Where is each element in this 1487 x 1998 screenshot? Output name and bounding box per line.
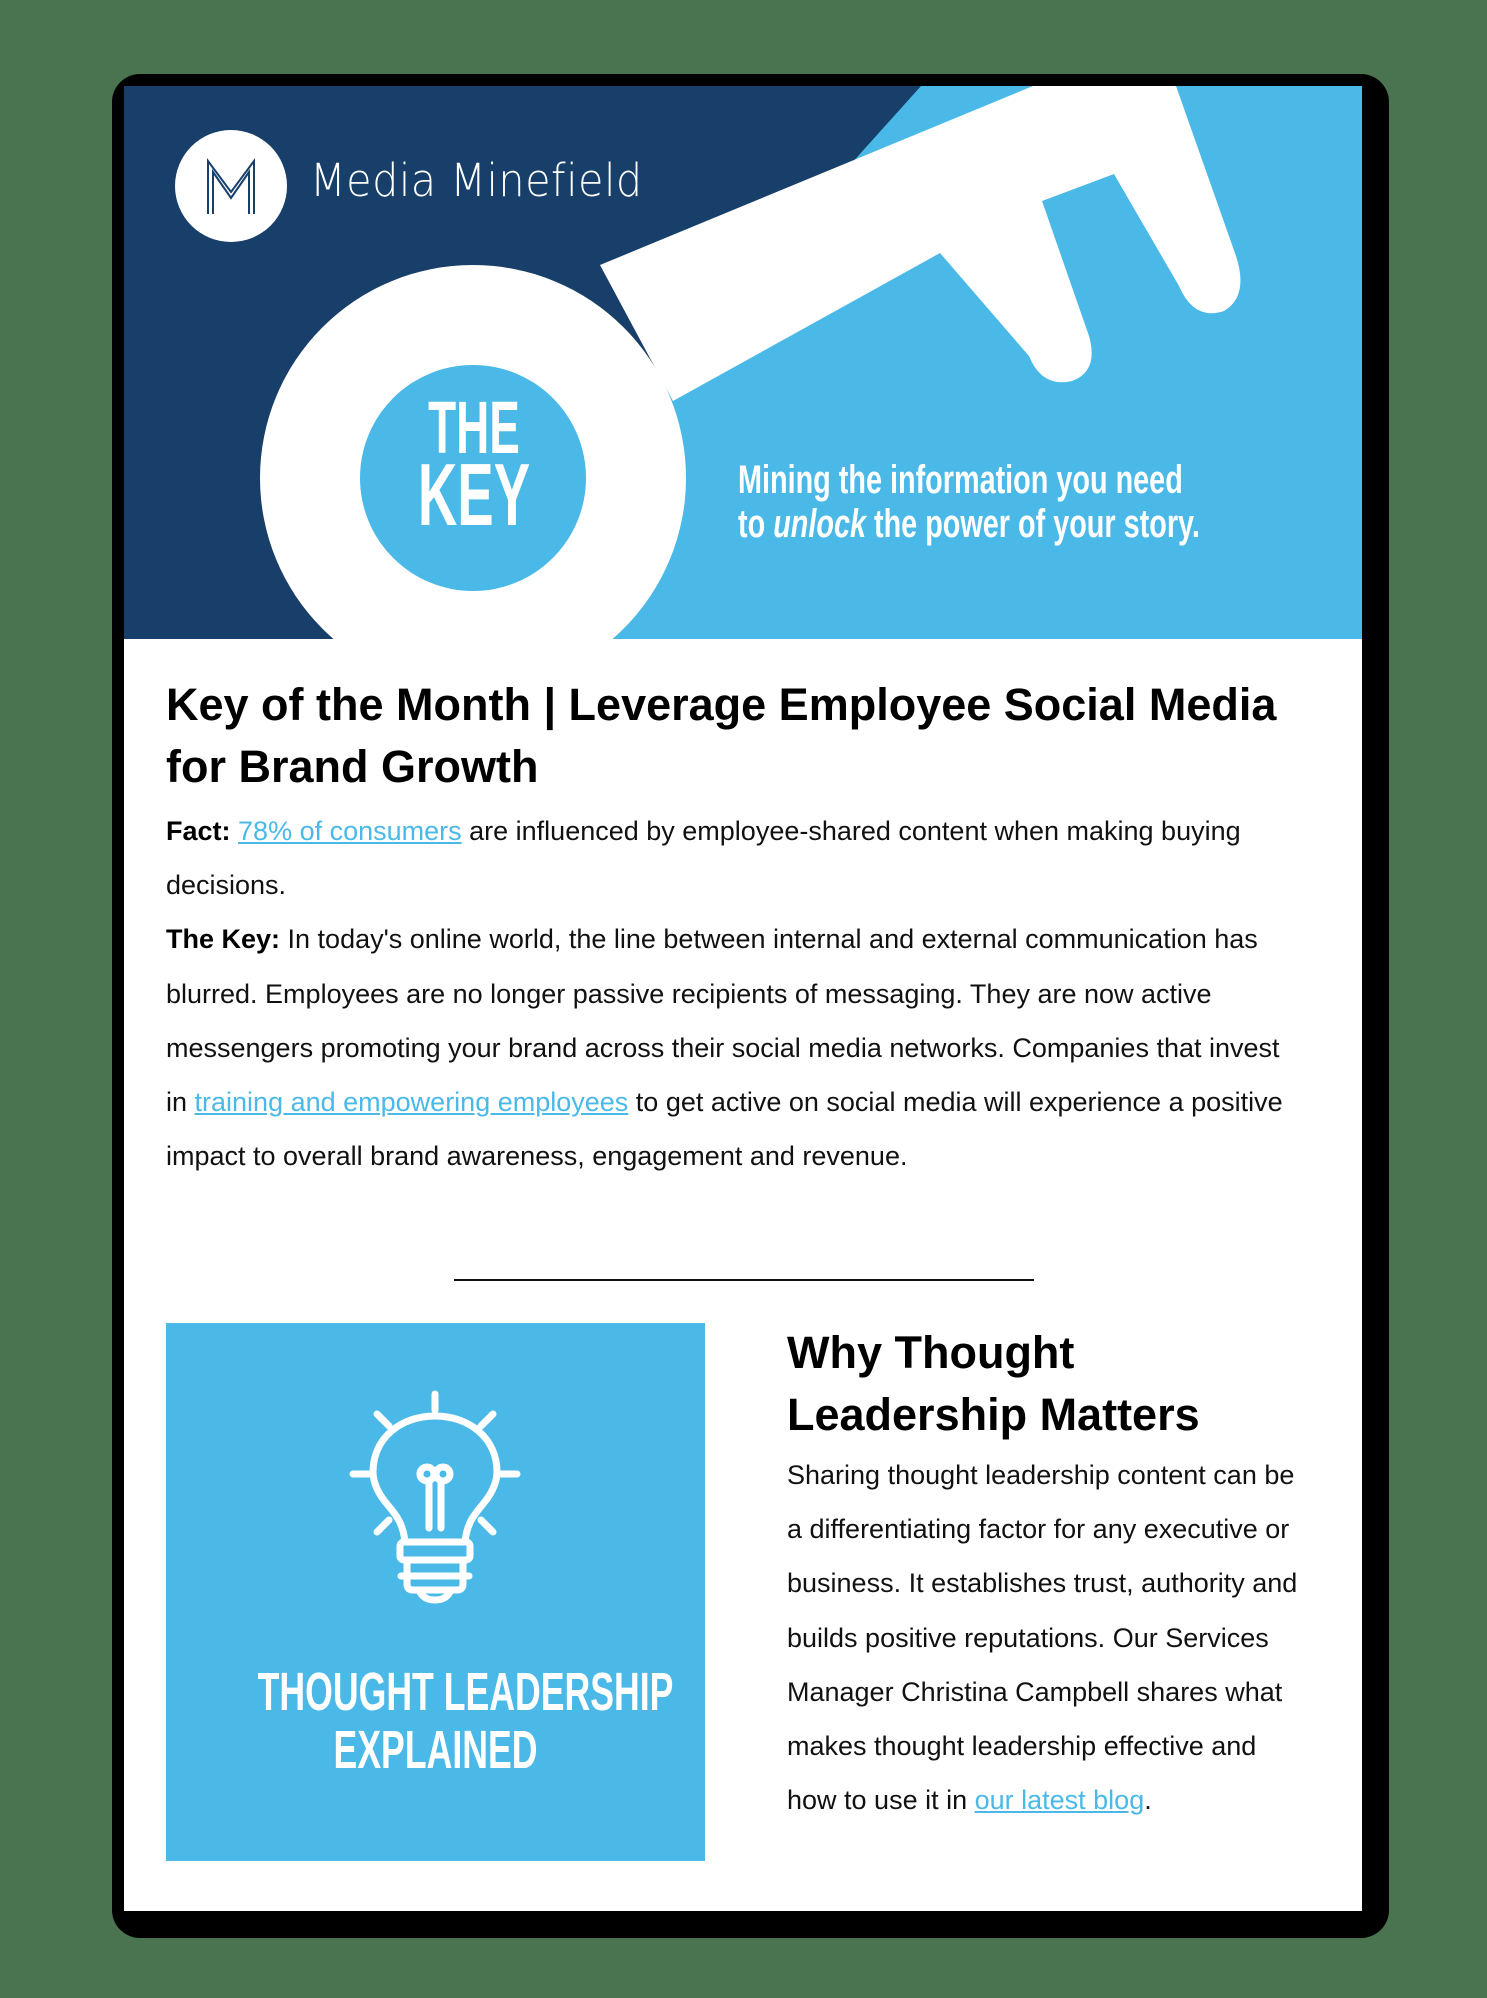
badge-line-2: KEY [417, 445, 531, 544]
hero-banner [124, 86, 1362, 639]
tagline-emphasis: unlock [773, 502, 867, 546]
section-divider [454, 1279, 1034, 1281]
training-link[interactable]: training and empowering employees [194, 1087, 629, 1118]
logo-m-icon [175, 130, 287, 242]
fact-label: Fact: [166, 816, 231, 846]
tagline-line-1: Mining the information you need [738, 458, 1183, 502]
fact-text: are influenced by employee-shared content when making buying decisions. [166, 816, 1241, 901]
the-key-badge [371, 386, 577, 544]
lightbulb-icon [347, 1388, 523, 1604]
feature-end: . [1144, 1785, 1152, 1816]
key-text-2: to get active on social media will experience a positive impact to overall brand awareness, engagement and revenue. [166, 1087, 1283, 1172]
key-label: The Key: [166, 924, 281, 955]
tagline-pre: to [738, 502, 774, 546]
feature-title: Why Thought Leadership Matters [787, 1327, 1200, 1440]
tile-caption [166, 1663, 705, 1779]
article-title: Key of the Month | Leverage Employee Social Media for Brand Growth [166, 679, 1277, 792]
key-text-1: In today's online world, the line between internal and external communication has blurred. Employees are no longer passive recipients of messaging. They are now active messengers promoting your brand across their social media networks. Companies that invest in [166, 924, 1280, 1118]
latest-blog-link[interactable]: our latest blog [974, 1785, 1145, 1816]
thought-leadership-tile[interactable] [166, 1323, 705, 1861]
brand-logo [175, 130, 287, 242]
hero-tagline [738, 458, 1200, 546]
feature-body [787, 1448, 1307, 1827]
feature-text: Sharing thought leadership content can be a differentiating factor for any executive or business. It establishes trust, authority and builds positive reputations. Our Services Manager Christina Campbell shares what makes thought leadership effective and how to use it in [787, 1460, 1298, 1816]
fact-source-link[interactable]: 78% of consumers [238, 816, 462, 846]
newsletter-page [124, 86, 1362, 1911]
badge-line-1: THE [428, 386, 520, 469]
tile-caption-line-1: THOUGHT LEADERSHIP [257, 1662, 674, 1722]
tagline-post: the power of your story. [866, 502, 1200, 546]
article-body [166, 804, 1306, 1183]
tile-caption-line-2: EXPLAINED [333, 1720, 538, 1780]
brand-name: Media Minefield [310, 154, 643, 207]
tagline-line-2 [738, 502, 1200, 546]
